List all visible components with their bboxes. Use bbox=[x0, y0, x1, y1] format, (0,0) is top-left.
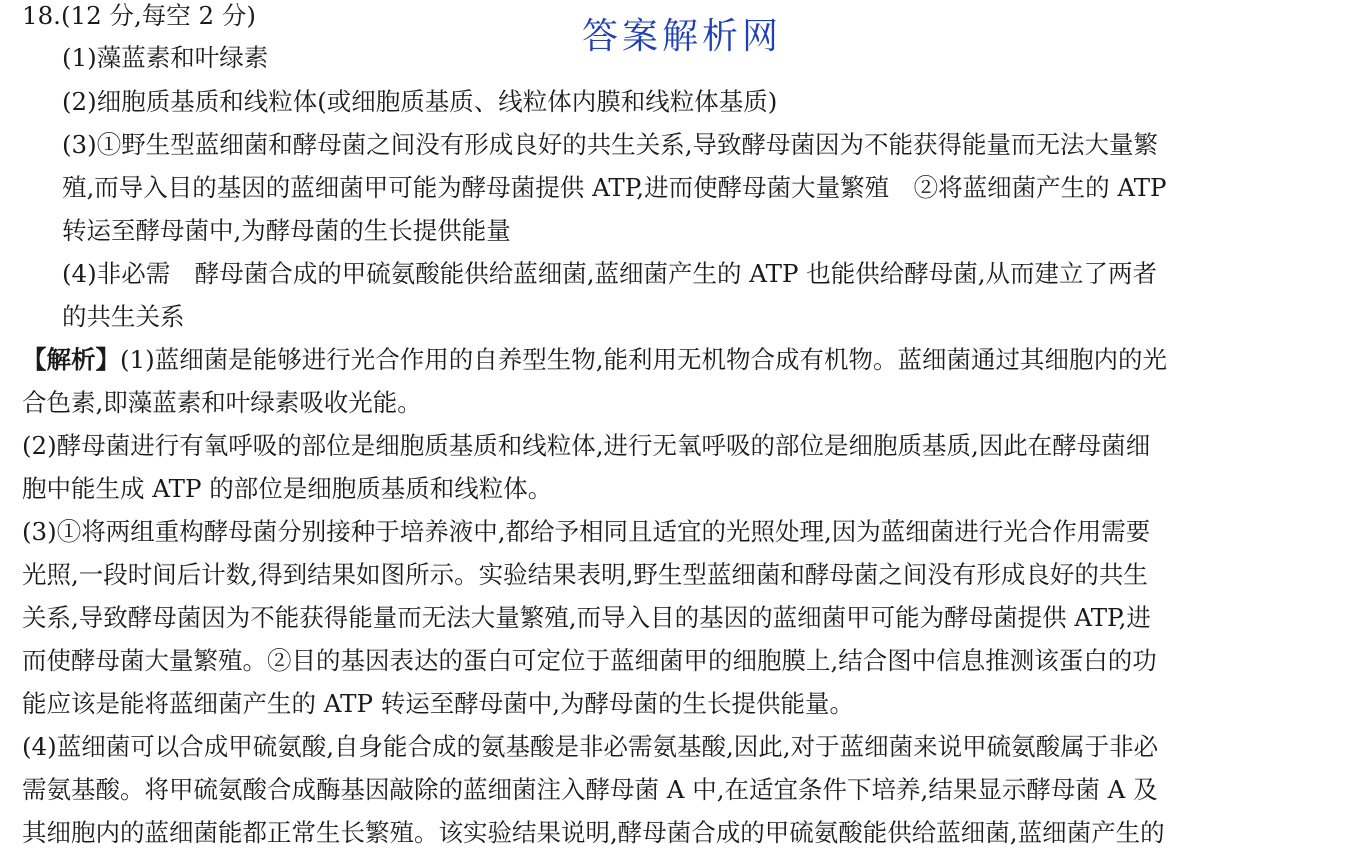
answer-q2: (2)细胞质基质和线粒体(或细胞质基质、线粒体内膜和线粒体基质) bbox=[62, 87, 778, 116]
answer-q4-line2: 的共生关系 bbox=[62, 302, 185, 331]
answer-q4-line1: (4)非必需 酵母菌合成的甲硫氨酸能供给蓝细菌,蓝细菌产生的 ATP 也能供给酵母菌,从而建立了两者 bbox=[62, 259, 1158, 288]
analysis-p1-line2: 合色素,即藻蓝素和叶绿素吸收光能。 bbox=[22, 388, 422, 417]
analysis-p4-line1: (4)蓝细菌可以合成甲硫氨酸,自身能合成的氨基酸是非必需氨基酸,因此,对于蓝细菌来说甲硫氨酸属于非必 bbox=[22, 732, 1159, 761]
question-header: 18.(12 分,每空 2 分) bbox=[22, 1, 256, 30]
analysis-p2-line2: 胞中能生成 ATP 的部位是细胞质基质和线粒体。 bbox=[22, 474, 553, 503]
analysis-p2-line1: (2)酵母菌进行有氧呼吸的部位是细胞质基质和线粒体,进行无氧呼吸的部位是细胞质基质,因此在酵母菌细 bbox=[22, 431, 1151, 460]
analysis-p3-line2: 光照,一段时间后计数,得到结果如图所示。实验结果表明,野生型蓝细菌和酵母菌之间没有形成良好的共生 bbox=[22, 560, 1148, 589]
answer-q3-line1: (3)①野生型蓝细菌和酵母菌之间没有形成良好的共生关系,导致酵母菌因为不能获得能量而无法大量繁 bbox=[62, 130, 1158, 159]
answer-q1: (1)藻蓝素和叶绿素 bbox=[62, 43, 269, 72]
analysis-p3-line3: 关系,导致酵母菌因为不能获得能量而无法大量繁殖,而导入目的基因的蓝细菌甲可能为酵母菌提供 ATP,进 bbox=[22, 603, 1151, 632]
analysis-p1-text: (1)蓝细菌是能够进行光合作用的自养型生物,能利用无机物合成有机物。蓝细菌通过其细胞内的光 bbox=[120, 345, 1167, 374]
analysis-p4-line2: 需氨基酸。将甲硫氨酸合成酶基因敲除的蓝细菌注入酵母菌 A 中,在适宜条件下培养,结果显示酵母菌 A 及 bbox=[22, 775, 1158, 804]
analysis-p3-line1: (3)①将两组重构酵母菌分别接种于培养液中,都给予相同且适宜的光照处理,因为蓝细菌进行光合作用需要 bbox=[22, 517, 1151, 546]
analysis-p4-line3: 其细胞内的蓝细菌能都正常生长繁殖。该实验结果说明,酵母菌合成的甲硫氨酸能供给蓝细菌,蓝细菌产生的 bbox=[22, 818, 1165, 847]
analysis-p1-line1 bbox=[22, 344, 1167, 376]
answer-q3-line2: 殖,而导入目的基因的蓝细菌甲可能为酵母菌提供 ATP,进而使酵母菌大量繁殖 ②将蓝细菌产生的 ATP bbox=[62, 173, 1167, 202]
analysis-p3-line4: 而使酵母菌大量繁殖。②目的基因表达的蛋白可定位于蓝细菌甲的细胞膜上,结合图中信息推测该蛋白的功 bbox=[22, 646, 1157, 675]
analysis-label: 【解析】 bbox=[22, 345, 120, 374]
watermark-text: 答案解析网 bbox=[582, 16, 783, 57]
analysis-p3-line5: 能应该是能将蓝细菌产生的 ATP 转运至酵母菌中,为酵母菌的生长提供能量。 bbox=[22, 689, 855, 718]
answer-q3-line3: 转运至酵母菌中,为酵母菌的生长提供能量 bbox=[62, 216, 511, 245]
